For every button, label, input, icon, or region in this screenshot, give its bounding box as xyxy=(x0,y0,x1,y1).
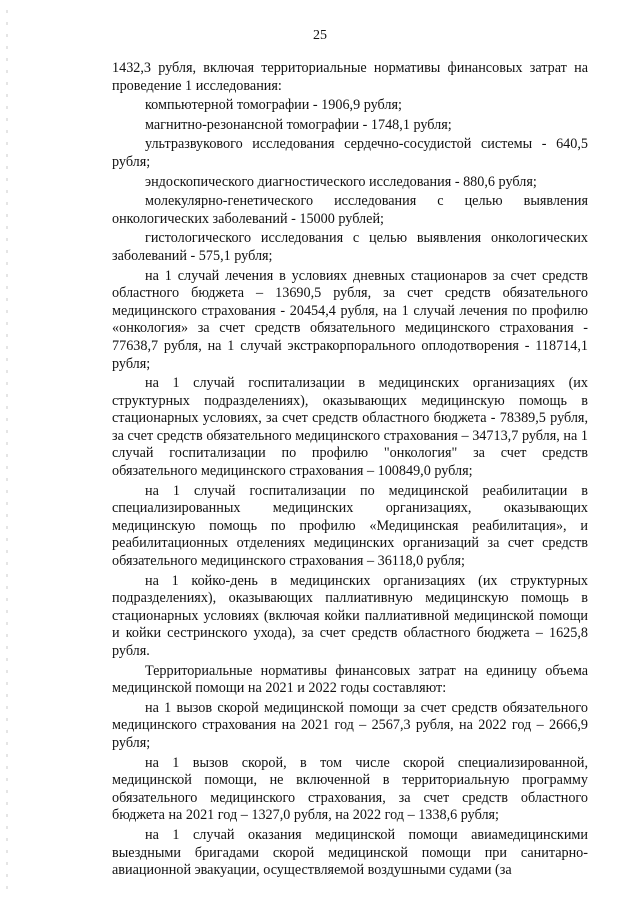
paragraph: 1432,3 рубля, включая территориальные нормативы финансовых затрат на проведение 1 исследования: xyxy=(112,60,588,94)
document-body xyxy=(112,60,588,880)
paragraph: ультразвукового исследования сердечно-сосудистой системы - 640,5 рубля; xyxy=(112,136,588,170)
paragraph: на 1 вызов скорой, в том числе скорой специализированной, медицинской помощи, не включенной в территориальную программу обязательного медицинского страхования, за счет средств областного бюджета на 2021 год – 1327,0 рубля, на 2022 год – 1338,6 рубля; xyxy=(112,754,588,824)
paragraph: молекулярно-генетического исследования с целью выявления онкологических заболеваний - 15000 рублей; xyxy=(112,193,588,227)
paragraph: на 1 случай госпитализации в медицинских организациях (их структурных подразделениях), оказывающих медицинскую помощь в стационарных условиях, за счет средств областного бюджета - 78389,5 рубля, за счет средств обязательного медицинского страхования – 34713,7 рубля, на 1 случай госпитализации по профилю "онкология" за счет средств обязательного медицинского страхования – 100849,0 рубля; xyxy=(112,375,588,480)
paragraph: гистологического исследования с целью выявления онкологических заболеваний - 575,1 рубля; xyxy=(112,230,588,264)
paragraph: на 1 вызов скорой медицинской помощи за счет средств обязательного медицинского страхования на 2021 год – 2567,3 рубля, на 2022 год – 2666,9 рубля; xyxy=(112,699,588,751)
paragraph: эндоскопического диагностического исследования - 880,6 рубля; xyxy=(145,173,537,190)
scan-edge-artifact xyxy=(6,10,8,890)
paragraph: Территориальные нормативы финансовых затрат на единицу объема медицинской помощи на 2021 и 2022 годы составляют: xyxy=(112,662,588,697)
paragraph: на 1 случай оказания медицинской помощи авиамедицинскими выездными бригадами скорой медицинской помощи при санитарно-авиационной эвакуации, осуществляемой воздушными судами (за xyxy=(112,826,588,879)
paragraph: компьютерной томографии - 1906,9 рубля; xyxy=(145,97,402,114)
paragraph: магнитно-резонансной томографии - 1748,1 рубля; xyxy=(145,116,452,133)
page-number: 25 xyxy=(313,28,327,43)
paragraph: на 1 койко-день в медицинских организациях (их структурных подразделениях), оказывающих паллиативную медицинскую помощь в стационарных условиях (включая койки паллиативной медицинской помощи и койки сестринского ухода), за счет средств областного бюджета – 1625,8 рубля. xyxy=(112,572,588,659)
paragraph: на 1 случай госпитализации по медицинской реабилитации в специализированных медицинских организациях, оказывающих медицинскую помощь по профилю «Медицинская реабилитация», и реабилитационных отделениях медицинских организаций за счет средств обязательного медицинского страхования – 36118,0 рубля; xyxy=(112,482,588,570)
paragraph: на 1 случай лечения в условиях дневных стационаров за счет средств областного бюджета – 13690,5 рубля, за счет средств обязательного медицинского страхования - 20454,4 рубля, на 1 случай лечения по профилю «онкология» за счет средств обязательного медицинского страхования - 77638,7 рубля, на 1 случай экстракорпорального оплодотворения - 118714,1 рубля; xyxy=(112,267,588,372)
